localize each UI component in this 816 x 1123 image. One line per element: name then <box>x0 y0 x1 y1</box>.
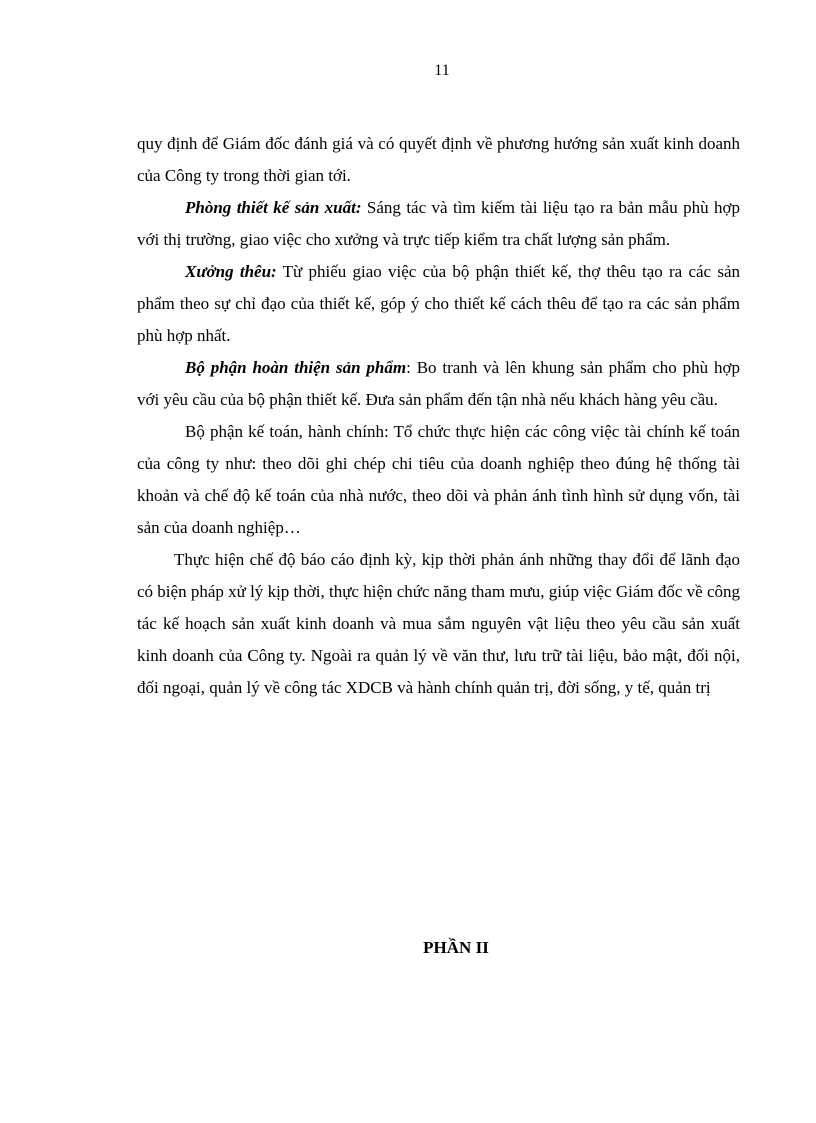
paragraph-lead: Phòng thiết kế sản xuất: <box>185 198 362 217</box>
section-heading: PHẦN II <box>423 938 489 957</box>
page-number: 11 <box>434 62 450 79</box>
paragraph-lead: Bộ phận hoàn thiện sản phẩm <box>185 358 407 377</box>
paragraph-lead: Xưởng thêu: <box>185 262 277 281</box>
paragraph-design-department <box>137 192 740 256</box>
paragraph-text: Thực hiện chế độ báo cáo định kỳ, kịp thời phản ánh những thay đổi để lãnh đạo có biện pháp xử lý kịp thời, thực hiện chức năng tham mưu, giúp việc Giám đốc về công tác kế hoạch sản xuất kinh doanh và mua sắm nguyên vật liệu theo yêu cầu sản xuất kinh doanh của Công ty. Ngoài ra quản lý về văn thư, lưu trữ tài liệu, bảo mật, đối nội, đối ngoại, quản lý về công tác XDCB và hành chính quản trị, đời sống, y tế, quản trị <box>137 550 740 697</box>
paragraph-reporting-duties <box>137 544 740 704</box>
paragraph-embroidery-workshop <box>137 256 740 352</box>
paragraph-text: Sáng tác và tìm kiếm tài liệu tạo ra bản mẫu phù hợp với thị trường, giao việc cho xưởng và trực tiếp kiểm tra chất lượng sản phẩm. <box>137 198 740 249</box>
paragraph-text: Từ phiếu giao việc của bộ phận thiết kế, thợ thêu tạo ra các sản phẩm theo sự chỉ đạo của thiết kế, góp ý cho thiết kế cách thêu để tạo ra các sản phẩm phù hợp nhất. <box>137 262 740 345</box>
paragraph-text: quy định để Giám đốc đánh giá và có quyết định về phương hướng sản xuất kinh doanh của Công ty trong thời gian tới. <box>137 134 740 185</box>
paragraph-text: Bộ phận kế toán, hành chính: Tổ chức thực hiện các công việc tài chính kế toán của công ty như: theo dõi ghi chép chi tiêu của doanh nghiệp theo đúng hệ thống tài khoản và chế độ kế toán của nhà nước, theo dõi và phản ánh tình hình sử dụng vốn, tài sản của doanh nghiệp… <box>137 422 740 537</box>
document-body <box>137 128 740 704</box>
paragraph-continuation <box>137 128 740 192</box>
paragraph-accounting-department <box>137 416 740 544</box>
paragraph-finishing-department <box>137 352 740 416</box>
paragraph-text: : Bo tranh và lên khung sản phẩm cho phù hợp với yêu cầu của bộ phận thiết kế. Đưa sản phẩm đến tận nhà nếu khách hàng yêu cầu. <box>137 358 740 409</box>
